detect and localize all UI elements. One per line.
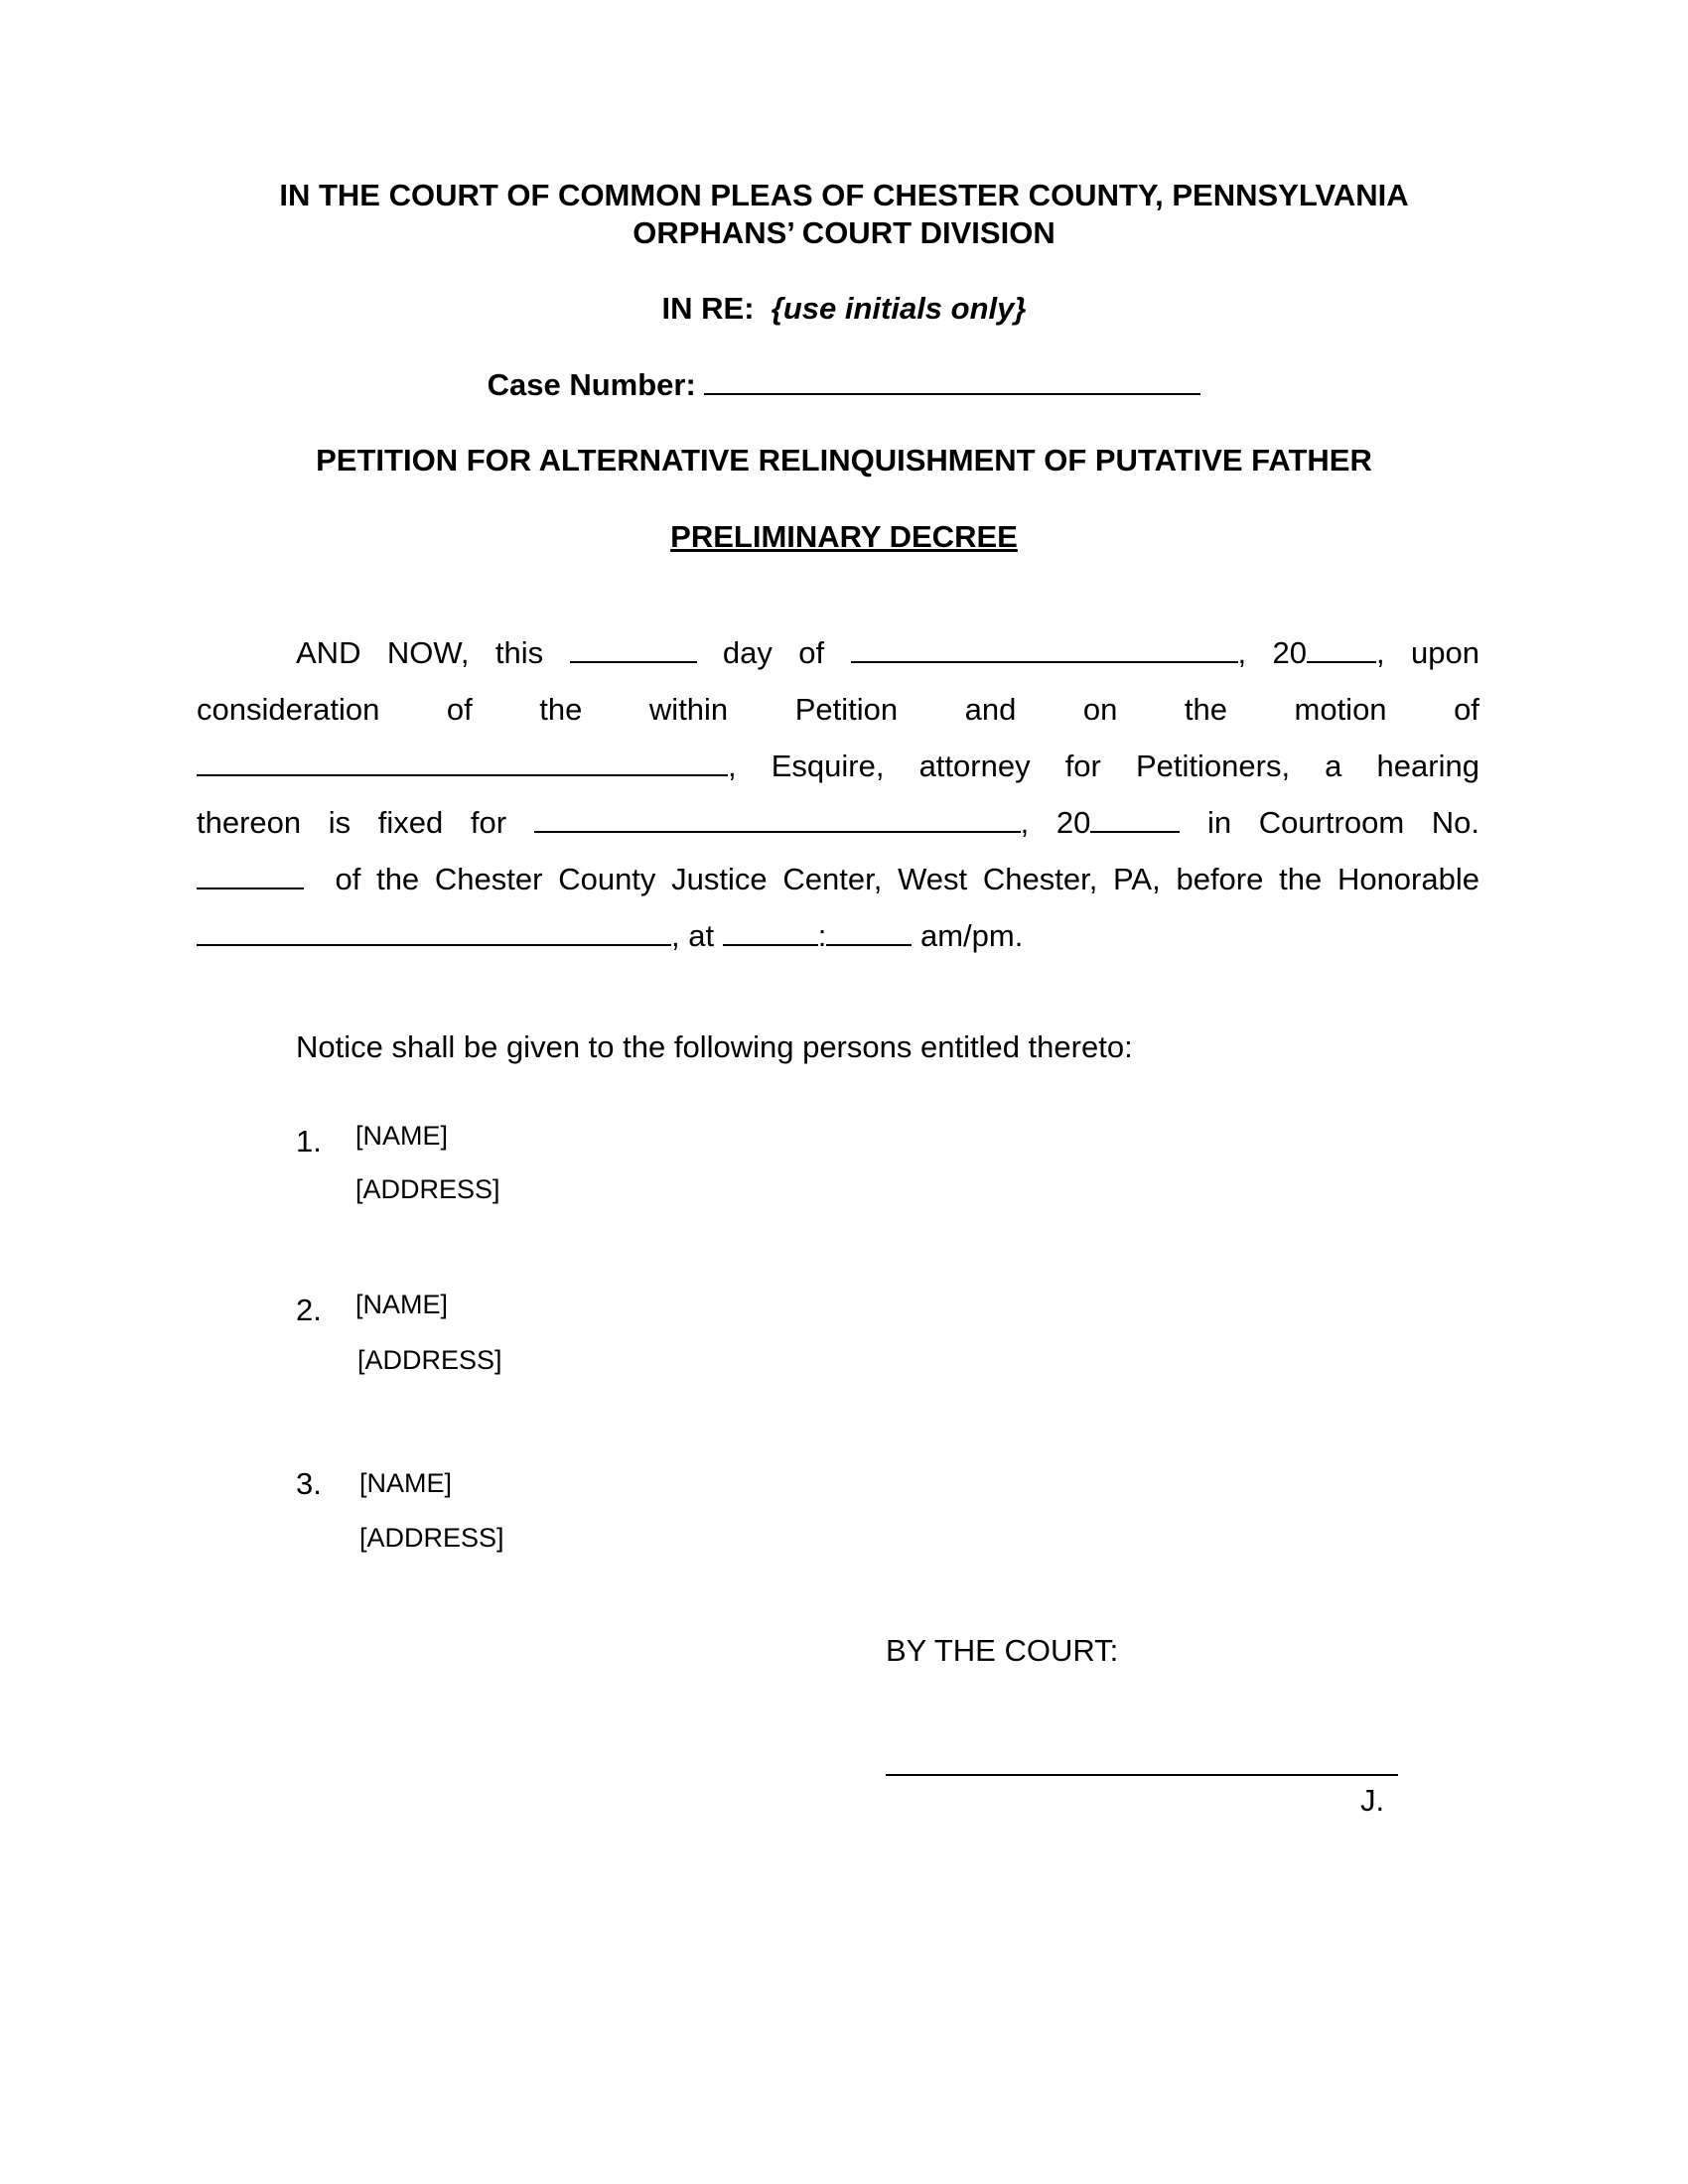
word: Courtroom — [1258, 805, 1405, 840]
word: of — [446, 692, 473, 727]
word: a — [1325, 749, 1342, 783]
body-line-5 — [197, 860, 1479, 899]
word: the — [1184, 692, 1227, 727]
in-re-label: IN RE: — [661, 291, 755, 326]
text-upon: , upon — [1376, 635, 1479, 670]
text-justice-center: of the Chester County Justice Center, West Chester, PA, before the Honorable — [335, 862, 1479, 896]
person-address[interactable]: [ADDRESS] — [357, 1345, 502, 1375]
text-esquire: , Esquire, — [728, 749, 885, 783]
courtroom-number-blank[interactable] — [197, 860, 304, 889]
word: No. — [1431, 805, 1479, 840]
case-number-blank[interactable] — [704, 365, 1200, 395]
body-line-6 — [197, 916, 1479, 956]
word: Petition — [794, 692, 899, 727]
word: hearing — [1376, 749, 1479, 783]
minute-blank[interactable] — [826, 916, 912, 946]
hearing-date-blank[interactable] — [534, 803, 1021, 833]
court-heading: IN THE COURT OF COMMON PLEAS OF CHESTER COUNTY, PENNSYLVANIA — [279, 178, 1409, 212]
case-number-line — [0, 365, 1688, 404]
person-address[interactable]: [ADDRESS] — [359, 1523, 504, 1553]
day-blank[interactable] — [570, 633, 697, 663]
text-twenty: , 20 — [1020, 805, 1091, 840]
word: on — [1082, 692, 1118, 727]
text-colon: : — [817, 918, 827, 953]
body-line-3 — [197, 747, 1479, 786]
word: motion — [1294, 692, 1387, 727]
by-the-court: BY THE COURT: — [886, 1633, 1119, 1668]
case-number-label: Case Number: — [487, 367, 696, 402]
person-address[interactable]: [ADDRESS] — [355, 1174, 500, 1204]
word: is — [328, 805, 352, 840]
text-day-of: day of — [722, 635, 825, 670]
word: attorney — [918, 749, 1031, 783]
word: and — [964, 692, 1017, 727]
word: the — [539, 692, 583, 727]
hearing-year-blank[interactable] — [1090, 803, 1180, 833]
person-number: 3. — [296, 1466, 322, 1501]
person-number: 2. — [296, 1293, 322, 1327]
word: within — [648, 692, 729, 727]
body-line-2 — [197, 690, 1479, 730]
judge-suffix: J. — [1360, 1783, 1385, 1818]
signature-line[interactable] — [886, 1774, 1398, 1776]
word: for — [470, 805, 507, 840]
decree-title: PRELIMINARY DECREE — [670, 519, 1018, 554]
word: for — [1064, 749, 1101, 783]
division-heading: ORPHANS’ COURT DIVISION — [633, 215, 1055, 250]
person-name[interactable]: [NAME] — [355, 1290, 449, 1319]
attorney-name-blank[interactable] — [197, 747, 728, 776]
text-and-now: AND NOW, this — [296, 635, 544, 670]
word: of — [1454, 692, 1479, 727]
petition-title: PETITION FOR ALTERNATIVE RELINQUISHMENT OF PUTATIVE FATHER — [316, 443, 1372, 478]
person-number: 1. — [296, 1124, 322, 1159]
text-at: , at — [671, 918, 715, 953]
year-blank[interactable] — [1307, 633, 1376, 663]
body-line-4 — [197, 803, 1479, 843]
word: thereon — [197, 805, 302, 840]
notice-intro: Notice shall be given to the following persons entitled thereto: — [296, 1029, 1133, 1064]
in-re-value[interactable]: {use initials only} — [771, 291, 1027, 326]
text-ampm: am/pm. — [919, 918, 1024, 953]
body-line-1 — [296, 633, 1479, 673]
word: Petitioners, — [1135, 749, 1291, 783]
person-name[interactable]: [NAME] — [359, 1468, 453, 1498]
judge-name-blank[interactable] — [197, 916, 671, 946]
word: consideration — [197, 692, 380, 727]
text-twenty: , 20 — [1237, 635, 1307, 670]
month-blank[interactable] — [851, 633, 1238, 663]
person-name[interactable]: [NAME] — [355, 1121, 449, 1151]
word: fixed — [377, 805, 444, 840]
hour-blank[interactable] — [723, 916, 818, 946]
in-re-line — [0, 290, 1688, 328]
word: in — [1206, 805, 1232, 840]
